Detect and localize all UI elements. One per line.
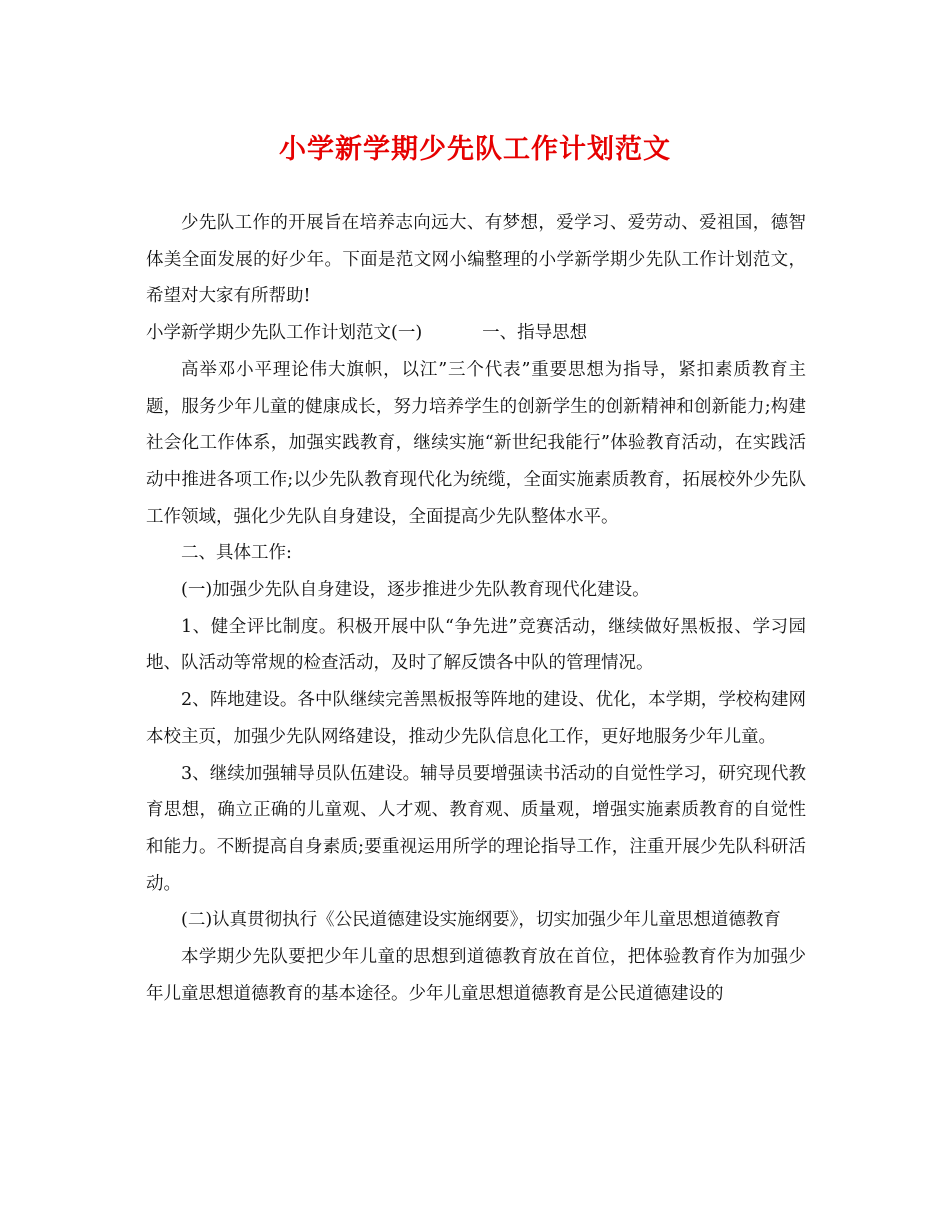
intro-paragraph: 少先队工作的开展旨在培养志向远大、有梦想，爱学习、爱劳动、爱祖国，德智体美全面发展的好少年。下面是范文网小编整理的小学新学期少先队工作计划范文，希望对大家有所帮助! <box>146 213 806 307</box>
paragraph-moral-education: 本学期少先队要把少年儿童的思想到道德教育放在首位，把体验教育作为加强少年儿童思想道德教育的基本途径。少年儿童思想道德教育是公民道德建设的 <box>146 947 806 1004</box>
section-heading: 小学新学期少先队工作计划范文(一) <box>146 323 423 344</box>
section-heading-line <box>146 315 806 352</box>
paragraph-section-two: (二)认真贯彻执行《公民道德建设实施纲要》，切实加强少年儿童思想道德教育 <box>181 910 781 931</box>
paragraph-item-2: 2、阵地建设。各中队继续完善黑板报等阵地的建设、优化，本学期，学校构建网本校主页，加强少先队网络建设，推动少先队信息化工作，更好地服务少年儿童。 <box>146 690 806 747</box>
paragraph-guiding-thought: 高举邓小平理论伟大旗帜，以江”三个代表”重要思想为指导，紧扣素质教育主题，服务少年儿童的健康成长，努力培养学生的创新学生的创新精神和创新能力;构建社会化工作体系，加强实践教育，继续实施“新世纪我能行”体验教育活动，在实践活动中推进各项工作;以少先队教育现代化为统缆，全面实施素质教育，拓展校外少先队工作领域，强化少先队自身建设，全面提高少先队整体水平。 <box>146 359 806 527</box>
document-title: 小学新学期少先队工作计划范文 <box>279 134 671 165</box>
document-body <box>146 205 806 1012</box>
paragraph-specific-work-heading: 二、具体工作: <box>181 543 292 564</box>
paragraph-item-1: 1、健全评比制度。积极开展中队“争先进”竞赛活动，继续做好黑板报、学习园地、队活动等常规的检查活动，及时了解反馈各中队的管理情况。 <box>146 616 806 674</box>
section-subheading: 一、指导思想 <box>482 323 588 344</box>
paragraph-section-one: (一)加强少先队自身建设，逐步推进少先队教育现代化建设。 <box>181 580 650 601</box>
paragraph-item-3: 3、继续加强辅导员队伍建设。辅导员要增强读书活动的自觉性学习，研究现代教育思想，确立正确的儿童观、人才观、教育观、质量观，增强实施素质教育的自觉性和能力。不断提高自身素质;要重视运用所学的理论指导工作，注重开展少先队科研活动。 <box>146 763 806 894</box>
